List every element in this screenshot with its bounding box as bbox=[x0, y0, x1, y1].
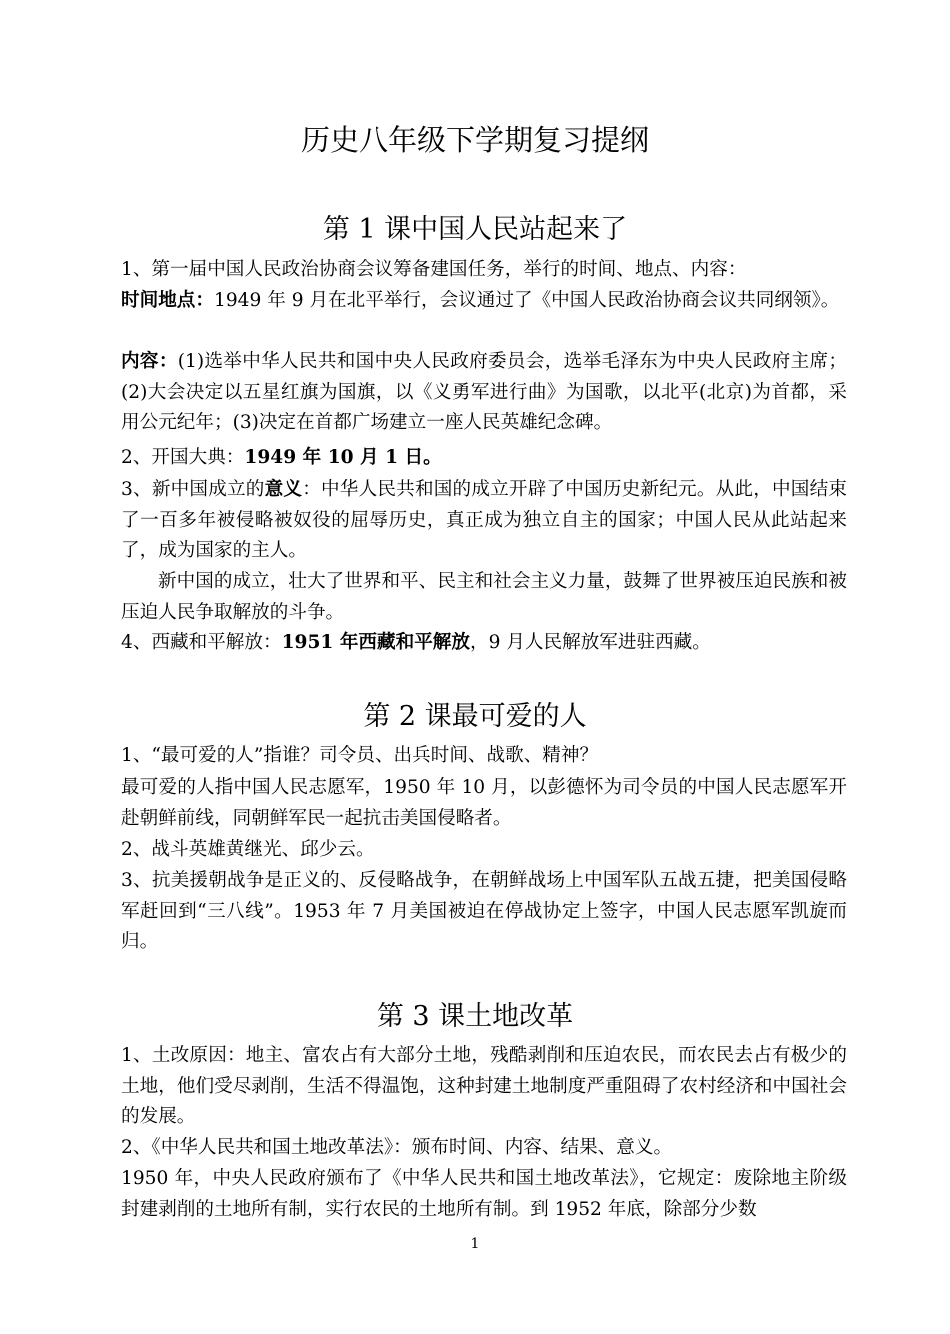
q3-bold: 意义 bbox=[264, 479, 303, 500]
lesson-3-answer-2: 1950 年，中央人民政府颁布了《中华人民共和国土地改革法》，它规定：废除地主阶级封建剥削的土地所有制，实行农民的土地所有制。到 1952 年底，除部分少数 bbox=[121, 1168, 847, 1220]
lesson-2-question-2: 2、战斗英雄黄继光、邱少云。 bbox=[121, 839, 375, 860]
q4-prefix: 4、西藏和平解放： bbox=[121, 632, 282, 653]
q3-prefix: 3、新中国成立的 bbox=[121, 479, 265, 500]
lesson-1-question-4 bbox=[121, 628, 847, 659]
lesson-2-heading: 第 2 课最可爱的人 bbox=[363, 701, 587, 732]
lesson-1-question-3 bbox=[121, 475, 847, 567]
page-number: 1 bbox=[470, 1236, 480, 1252]
lesson-1-question-1: 1、第一届中国人民政治协商会议筹备建国任务，举行的时间、地点、内容： bbox=[121, 259, 747, 280]
document-title: 历史八年级下学期复习提纲 bbox=[300, 123, 649, 157]
time-place-label: 时间地点： bbox=[121, 290, 214, 311]
q4-text: ，9 月人民解放军进驻西藏。 bbox=[469, 632, 711, 653]
time-place-text: 1949 年 9 月在北平举行，会议通过了《中国人民政治协商会议共同纲领》。 bbox=[213, 290, 840, 311]
lesson-1-time-place bbox=[121, 286, 847, 317]
lesson-3-question-2: 2、《中华人民共和国土地改革法》：颁布时间、内容、结果、意义。 bbox=[121, 1137, 673, 1158]
q2-bold: 1949 年 10 月 1 日。 bbox=[244, 447, 442, 468]
content-text: (1)选举中华人民共和国中央人民政府委员会，选举毛泽东为中央人民政府主席；(2)大会决定以五星红旗为国旗，以《义勇军进行曲》为国歌，以北平(北京)为首都，采用公元纪年；(3)决定在首都广场建立一座人民英雄纪念碑。 bbox=[121, 351, 847, 433]
lesson-1-heading: 第 1 课中国人民站起来了 bbox=[322, 214, 628, 245]
q4-bold: 1951 年西藏和平解放 bbox=[281, 632, 470, 653]
content-label: 内容： bbox=[121, 351, 178, 372]
lesson-2-question-3: 3、抗美援朝战争是正义的、反侵略战争，在朝鲜战场上中国军队五战五捷，把美国侵略军赶回到“三八线”。1953 年 7 月美国被迫在停战协定上签字，中国人民志愿军凯旋而归。 bbox=[121, 870, 847, 952]
lesson-1-question-3-para-2: 新中国的成立，壮大了世界和平、民主和社会主义力量，鼓舞了世界被压迫民族和被压迫人民争取解放的斗争。 bbox=[121, 571, 847, 623]
q2-prefix: 2、开国大典： bbox=[121, 447, 245, 468]
lesson-1-question-2 bbox=[121, 443, 847, 474]
q3-text: ：中华人民共和国的成立开辟了中国历史新纪元。从此，中国结束了一百多年被侵略被奴役的屈辱历史，真正成为独立自主的国家；中国人民从此站起来了，成为国家的主人。 bbox=[121, 479, 847, 561]
lesson-2-question-1: 1、“最可爱的人”指谁？司令员、出兵时间、战歌、精神？ bbox=[121, 745, 599, 766]
lesson-3-question-1: 1、土改原因：地主、富农占有大部分土地，残酷剥削和压迫农民，而农民去占有极少的土地，他们受尽剥削，生活不得温饱，这种封建土地制度严重阻碍了农村经济和中国社会的发展。 bbox=[121, 1045, 847, 1127]
lesson-1-content bbox=[121, 347, 847, 439]
lesson-3-heading: 第 3 课土地改革 bbox=[376, 1001, 574, 1032]
lesson-2-answer-1: 最可爱的人指中国人民志愿军，1950 年 10 月，以彭德怀为司令员的中国人民志愿军开赴朝鲜前线，同朝鲜军民一起抗击美国侵略者。 bbox=[121, 777, 847, 829]
